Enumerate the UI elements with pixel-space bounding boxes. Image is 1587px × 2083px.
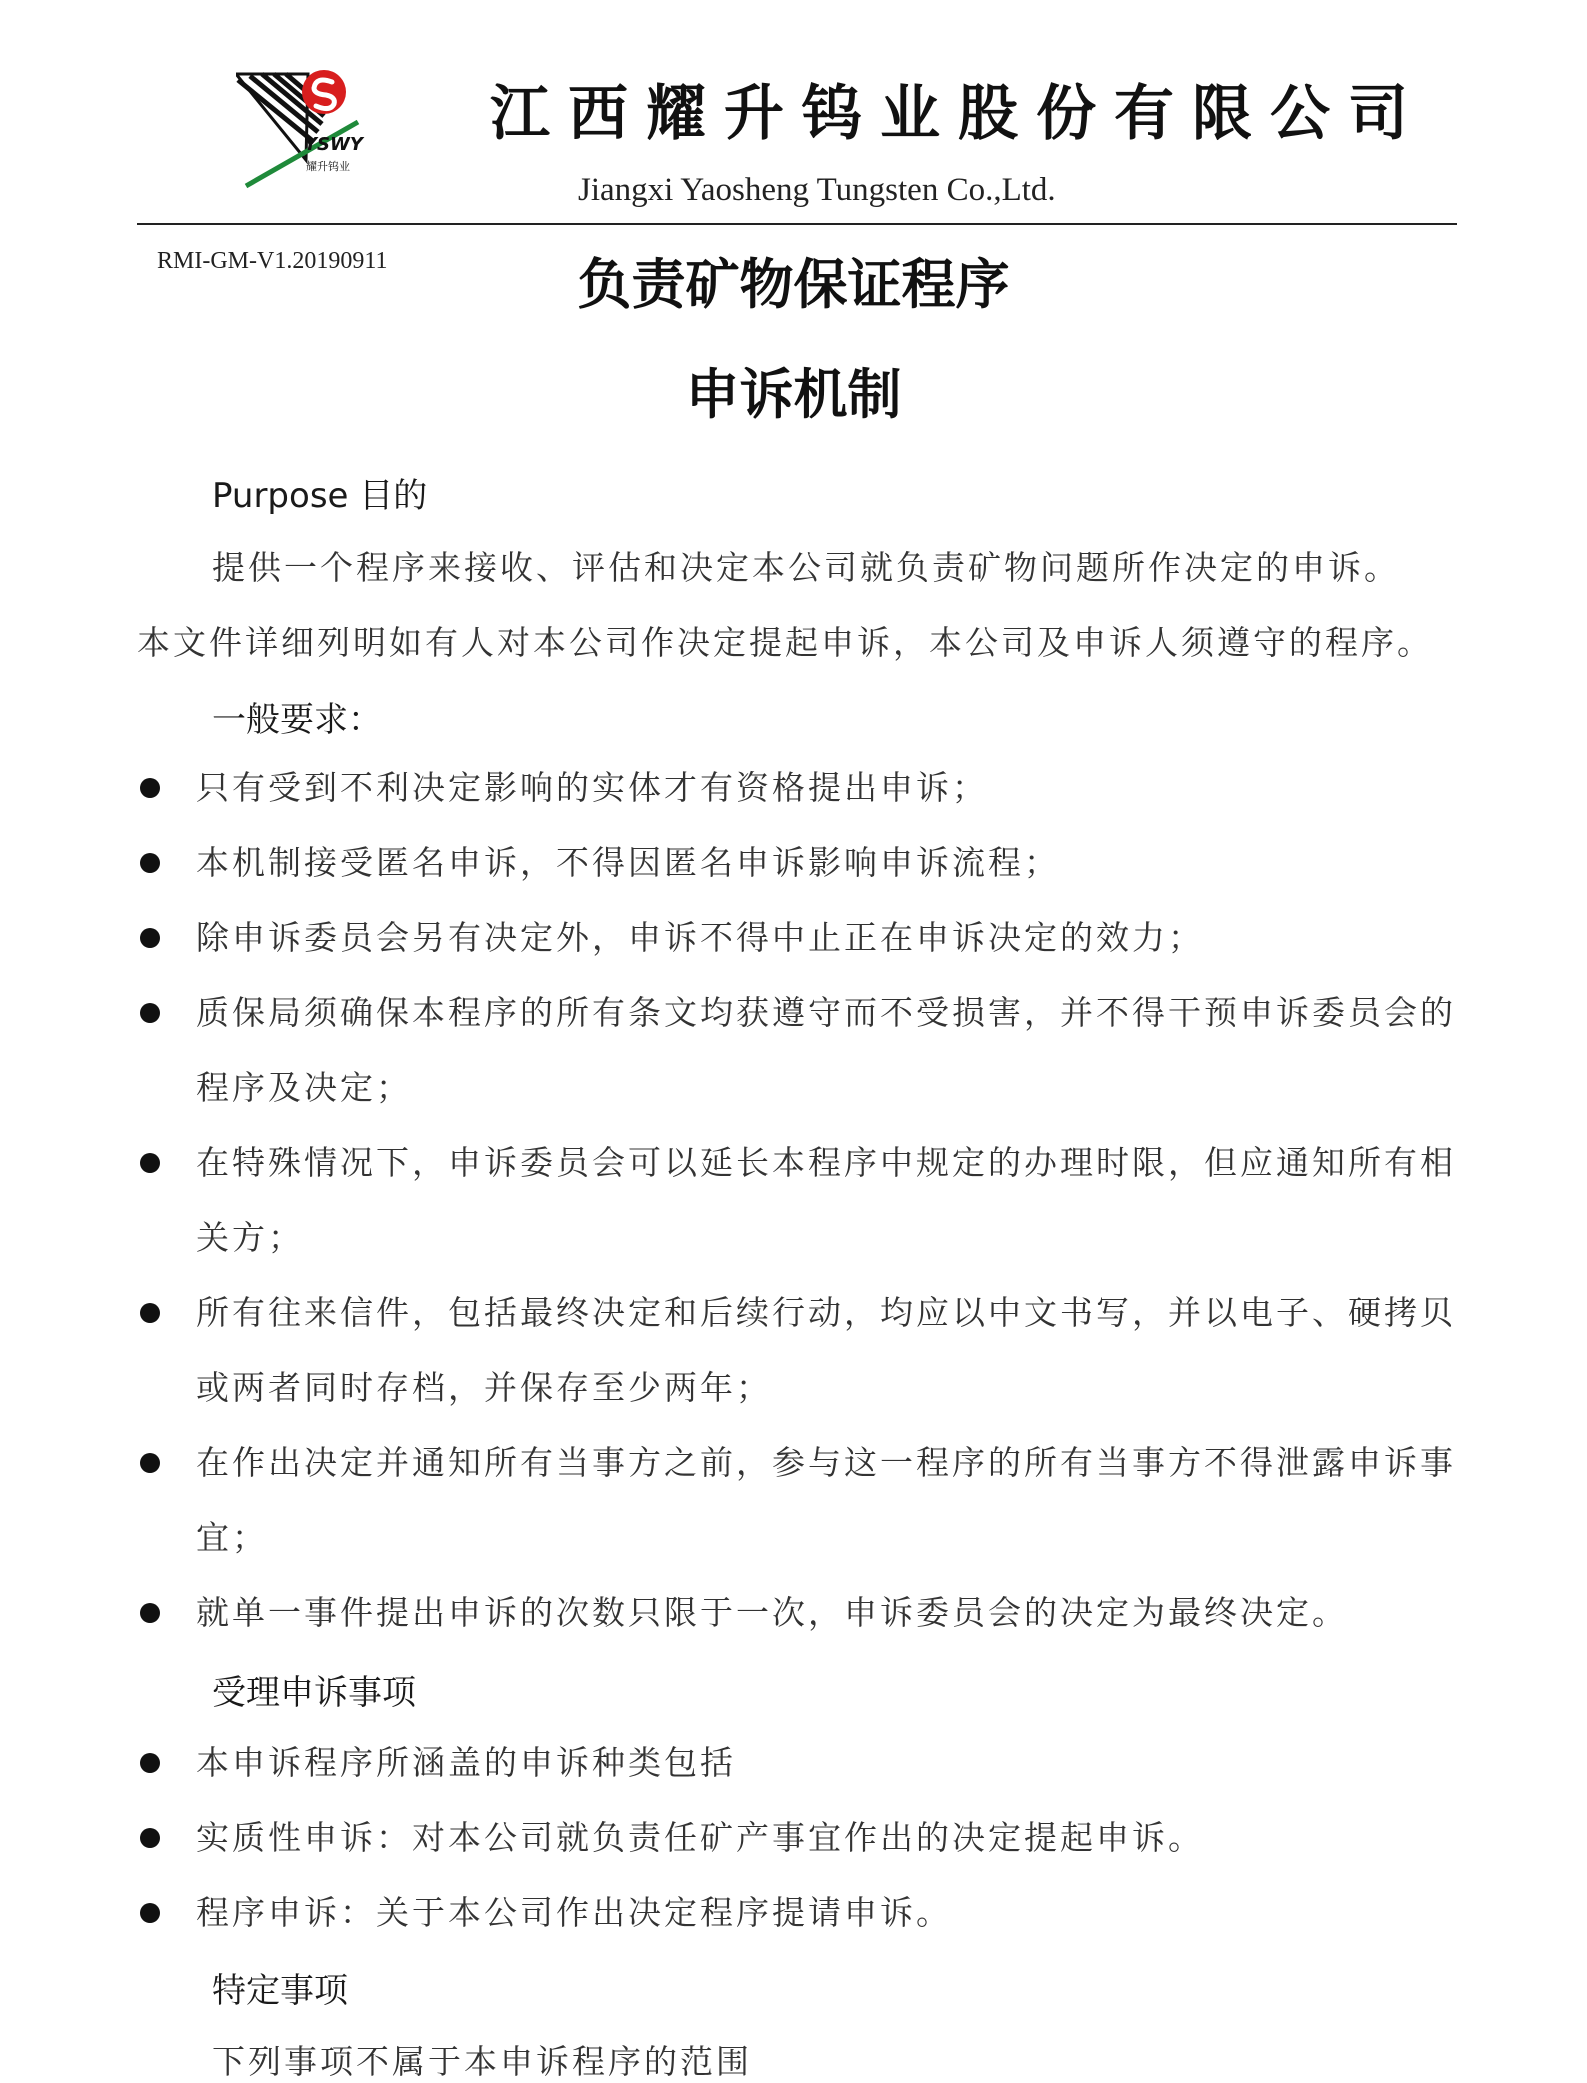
list-item: 所有往来信件，包括最终决定和后续行动，均应以中文书写，并以电子、硬拷贝或两者同时存档，并保存至少两年；: [196, 1293, 1456, 1407]
document-title: 负责矿物保证程序: [577, 253, 1010, 316]
list-item: 在作出决定并通知所有当事方之前，参与这一程序的所有当事方不得泄露申诉事宜；: [196, 1443, 1456, 1557]
company-name-english: Jiangxi Yaosheng Tungsten Co.,Ltd.: [578, 172, 1056, 208]
header-divider: [137, 223, 1457, 225]
company-name-chinese: 江西耀升钨业股份有限公司: [490, 79, 1426, 149]
scope-heading: 受理申诉事项: [212, 1673, 416, 1713]
bullet-icon: [140, 1603, 160, 1623]
bullet-icon: [140, 1453, 160, 1473]
list-item: 质保局须确保本程序的所有条文均获遵守而不受损害，并不得干预申诉委员会的程序及决定；: [196, 993, 1456, 1107]
list-item: 在特殊情况下，申诉委员会可以延长本程序中规定的办理时限，但应通知所有相关方；: [196, 1143, 1456, 1257]
bullet-icon: [140, 1153, 160, 1173]
list-item: 实质性申诉：对本公司就负责任矿产事宜作出的决定提起申诉。: [196, 1818, 1204, 1857]
bullet-icon: [140, 1903, 160, 1923]
svg-text:YSWY: YSWY: [304, 134, 363, 155]
company-logo-icon: [236, 62, 376, 192]
document-subtitle: 申诉机制: [685, 363, 902, 426]
svg-text:耀升钨业: 耀升钨业: [306, 160, 350, 173]
list-item: 程序申诉：关于本公司作出决定程序提请申诉。: [196, 1893, 952, 1932]
specific-matters-line: 下列事项不属于本申诉程序的范围: [212, 2042, 752, 2081]
list-item: 就单一事件提出申诉的次数只限于一次，申诉委员会的决定为最终决定。: [196, 1593, 1348, 1632]
list-item: 本机制接受匿名申诉，不得因匿名申诉影响申诉流程；: [196, 843, 1060, 882]
purpose-paragraph-line: 本文件详细列明如有人对本公司作决定提起申诉，本公司及申诉人须遵守的程序。: [137, 623, 1433, 662]
bullet-icon: [140, 1753, 160, 1773]
specific-matters-heading: 特定事项: [212, 1971, 348, 2011]
purpose-heading: Purpose 目的: [212, 476, 428, 516]
bullet-icon: [140, 1003, 160, 1023]
document-code: RMI-GM-V1.20190911: [157, 248, 388, 274]
bullet-icon: [140, 1828, 160, 1848]
bullet-icon: [140, 778, 160, 798]
list-item: 只有受到不利决定影响的实体才有资格提出申诉；: [196, 768, 988, 807]
list-item: 除申诉委员会另有决定外，申诉不得中止正在申诉决定的效力；: [196, 918, 1204, 957]
bullet-icon: [140, 853, 160, 873]
bullet-icon: [140, 928, 160, 948]
bullet-icon: [140, 1303, 160, 1323]
general-requirements-heading: 一般要求：: [212, 700, 382, 740]
list-item: 本申诉程序所涵盖的申诉种类包括: [196, 1743, 736, 1782]
purpose-paragraph-line: 提供一个程序来接收、评估和决定本公司就负责矿物问题所作决定的申诉。: [212, 548, 1400, 587]
